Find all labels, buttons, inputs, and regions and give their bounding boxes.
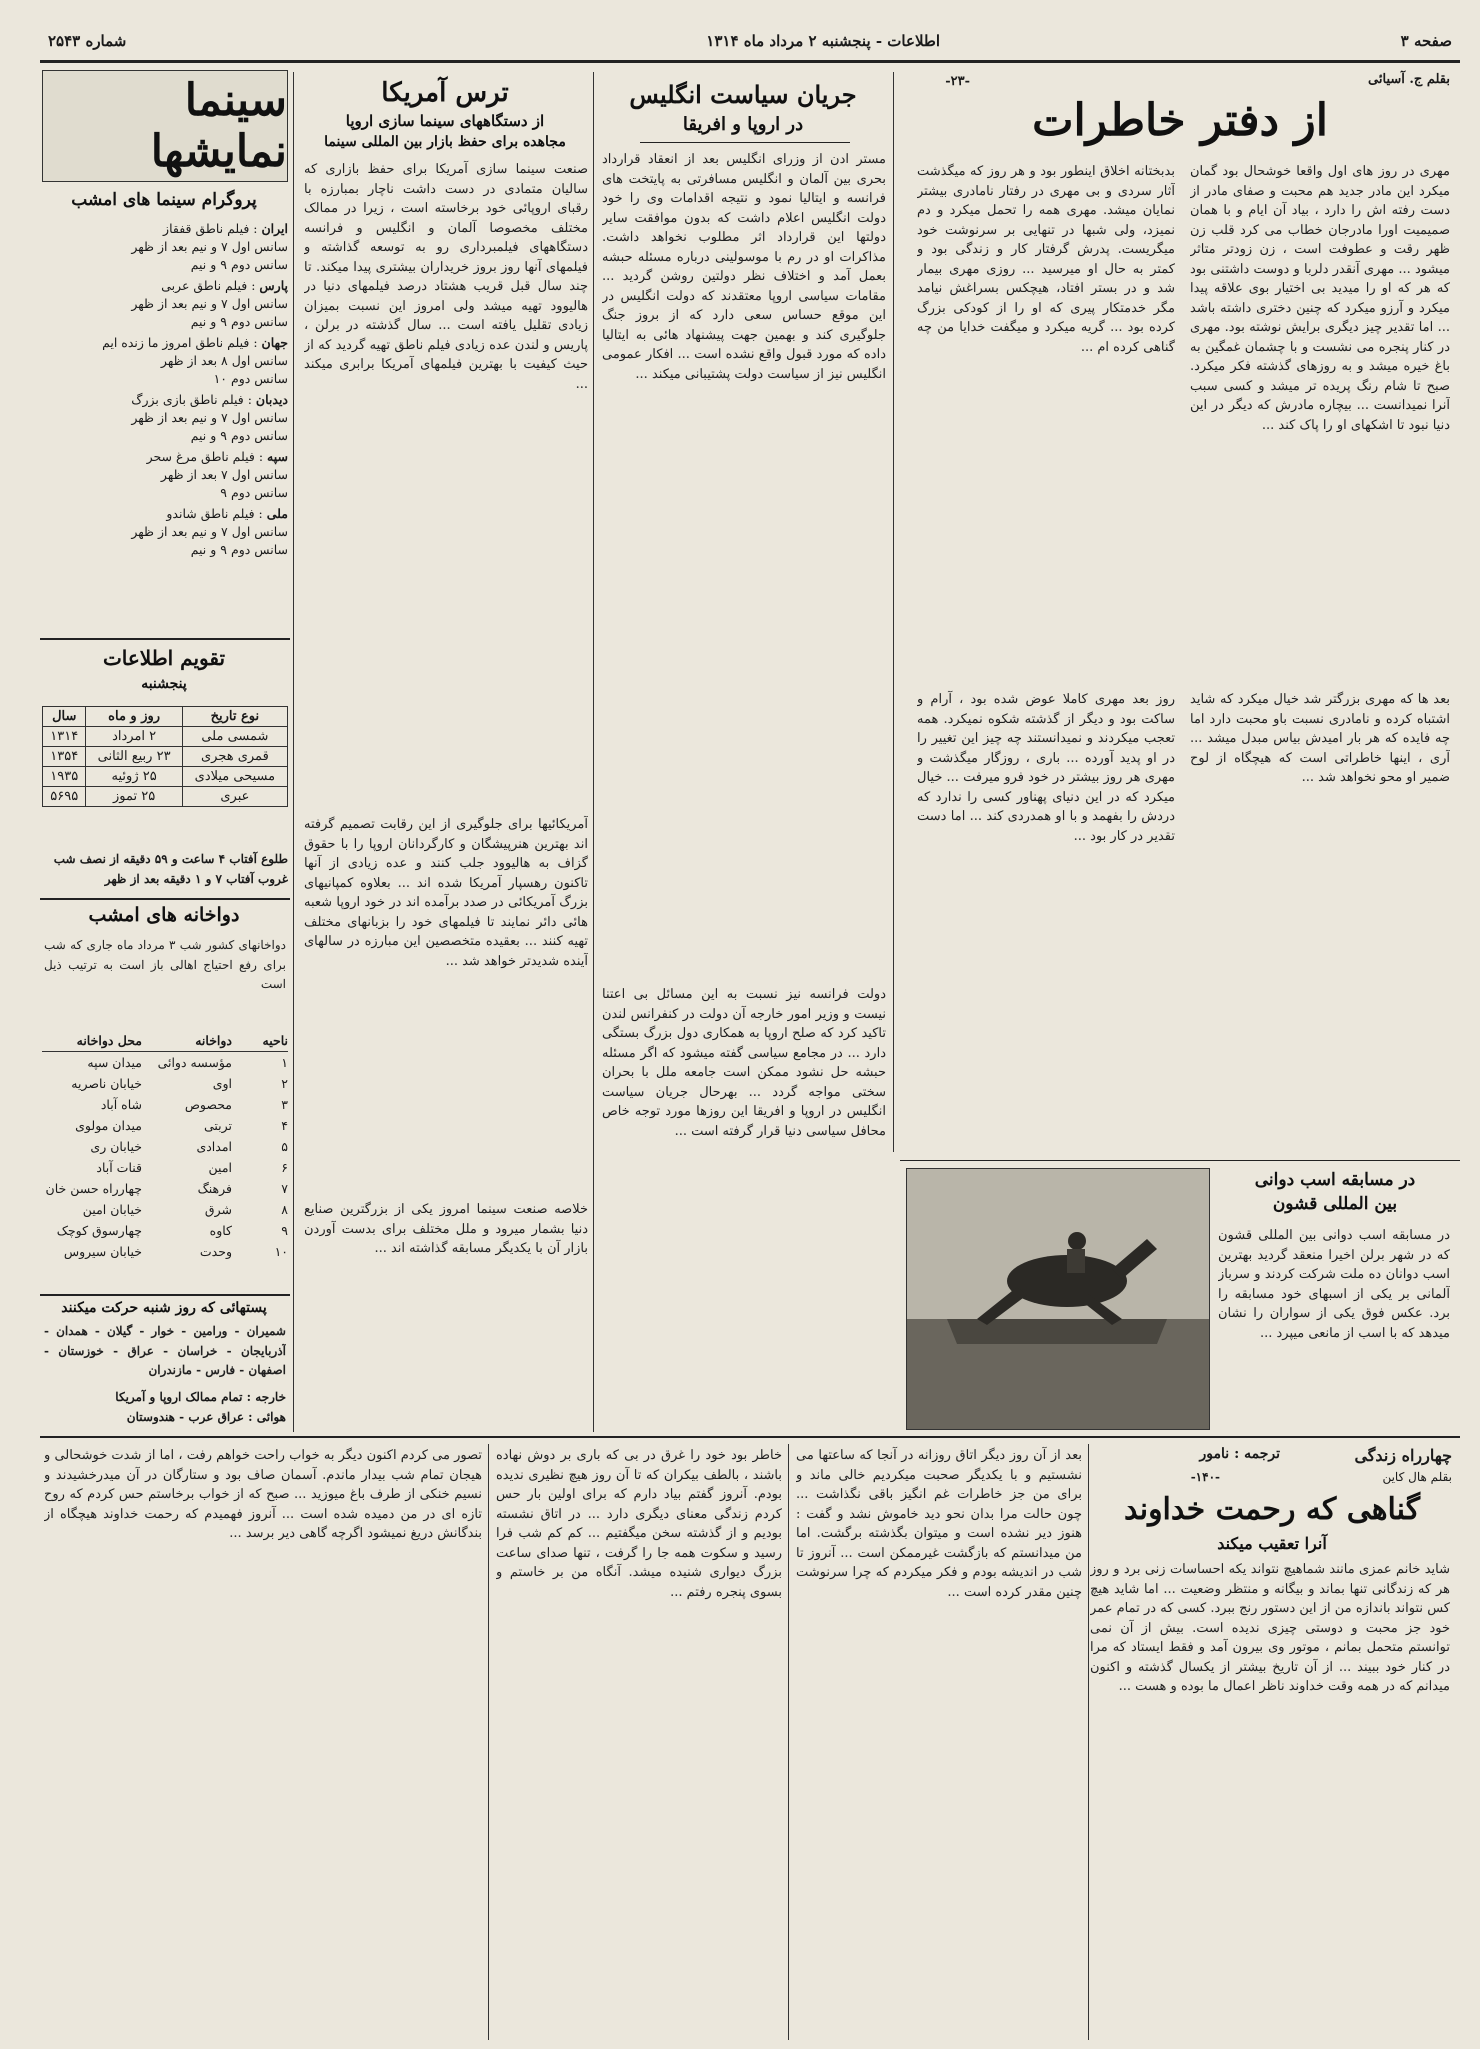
- pharmacy-header: دواخانه: [195, 1033, 232, 1048]
- pharmacy-cell: میدان سپه: [87, 1055, 142, 1070]
- cinema-showtime: سانس اول ۷ و نیم بعد از ظهر: [131, 524, 288, 539]
- cinema-showtime: سانس اول ۸ بعد از ظهر: [160, 353, 288, 368]
- cinema-showtime: سانس اول ۷ و نیم بعد از ظهر: [131, 239, 288, 254]
- memoir-episode: -۲۳-: [945, 74, 970, 89]
- pharmacy-cell: چهارراه حسن خان: [45, 1181, 142, 1196]
- cinema-entry: دیدبان : فیلم ناطق بازی بزرگ سانس اول ۷ و نیم بعد از ظهر سانس دوم ۹ و نیم: [42, 391, 288, 445]
- pharmacy-table: [42, 1030, 288, 1262]
- pharmacy-cell: محصوص: [184, 1097, 232, 1112]
- page-number: صفحه ۳: [1400, 32, 1452, 50]
- cinema-entry: ایران : فیلم ناطق قفقاز سانس اول ۷ و نیم بعد از ظهر سانس دوم ۹ و نیم: [42, 220, 288, 274]
- race-caption: در مسابقه اسب دوانی بین المللی قشون که در شهر برلن اخیرا منعقد گردید بهترین اسب دوانان ده ملت شرکت کردند و سرباز آلمانی بر یکی از اسبهای خود مسابقه را برد. عکس فوق یکی از سواران را نشان میدهد که با اسب از مانعی میپرد ...: [1218, 1228, 1450, 1341]
- cinema-name: دیدبان: [255, 392, 288, 407]
- post-air: هوائی : عراق عرب - هندوستان: [126, 1410, 286, 1424]
- memoir-title: از دفتر خاطرات: [1032, 95, 1328, 146]
- cinema-film: فیلم ناطق بازی بزرگ: [131, 392, 244, 407]
- cinema-logo: سینما نمایشها: [42, 70, 288, 182]
- cinema-showtime: سانس دوم ۹: [220, 485, 288, 500]
- pharmacy-cell: ۱: [281, 1055, 288, 1070]
- column-divider: [293, 72, 294, 1432]
- race-rule: [900, 1160, 1460, 1161]
- cinema-entry: جهان : فیلم ناطق امروز ما زنده ایم سانس اول ۸ بعد از ظهر سانس دوم ۱۰: [42, 334, 288, 388]
- story-col3: خاطر بود خود را غرق در بی که باری بر دوش نهاده باشند ، بالطف بیکران که تا آن روز هیچ نظیری ندیده بودم. آنروز گفتم بیاد دارم که برای اولین بار حس کردم زندگی معنای دیگری دارد ... در اتاق نشسته بودیم و از گذشته سخن میگفتیم ... کم کم شب فرا رسید و سکوت همه جا را گرفت ، تنها صدای ساعت بزرگ دیواری شنیده میشد. آنگاه من بر خاستم و بسوی پنجره رفتم ...: [496, 1448, 782, 1600]
- story-col2: بعد از آن روز دیگر اتاق روزانه در آنجا که ساعتها می نشستیم و با یکدیگر صحبت میکردیم خالی ماند و برای من جز خاطرات غم انگیز باقی نگذاشت ... چون حالت مرا بدان نحو دید خاموش نشد و گفت : هنوز دیر نشده است و میتوان بگذشته برگشت. اما من میدانستم که بازگشت غیرممکن است ... آنروز تا شب در اندیشه بودم و فکر میکردم که چرا سرنوشت چنین مقدر کرده است ...: [796, 1448, 1082, 1600]
- pharmacy-header-row: [42, 1030, 288, 1052]
- cinema-film: فیلم ناطق قفقاز: [163, 221, 250, 236]
- cinema-showtime: سانس دوم ۹ و نیم: [190, 428, 288, 443]
- pharmacy-cell: ۵: [281, 1139, 288, 1154]
- column-divider: [1088, 1444, 1089, 2040]
- calendar-cell: شمسی ملی: [182, 727, 287, 747]
- america-text-end: خلاصه صنعت سینما امروز یکی از بزرگترین صنایع دنیا بشمار میرود و ملل مختلف برای بدست آوردن بازار آن با یکدیگر مسابقه گذاشته اند ...: [304, 1202, 588, 1256]
- cinema-entry: پارس : فیلم ناطق عربی سانس اول ۷ و نیم بعد از ظهر سانس دوم ۹ و نیم: [42, 277, 288, 331]
- story-col1: شاید خانم عمزی مانند شماهیچ نتواند یکه احساسات زنی برد و روز هر که زندگانی تنها بماند و بیگانه و منتظر وضعیت ... اما شاید هیچ کس نتواند باندازه من از این دستور رنج ببرد. کسی که در تمام عمر خود جز محبت و دوستی چیزی ندیده است. بیش از آن نمی توانستم متحمل بمانم ، موتور وی بیرون آمد و فقط ایستاد که مرا در کنار خود ببیند ... از آن تاریخ بیشتر از یکسال گذشته و اکنون میدانم که در همه وقت خداوند ناظر اعمال ما بوده و هست ...: [1090, 1562, 1450, 1694]
- dateline: اطلاعات - پنجشنبه ۲ مرداد ماه ۱۳۱۴: [706, 32, 940, 50]
- pharmacy-title: دواخانه های امشب: [88, 904, 240, 926]
- post-foreign: خارجه : تمام ممالک اروپا و آمریکا: [115, 1390, 286, 1404]
- calendar-row: [43, 787, 288, 807]
- calendar-rule: [40, 638, 290, 640]
- england-subtitle: در اروپا و افریقا: [682, 114, 804, 135]
- england-rule: [640, 142, 850, 143]
- pharmacy-cell: ۲: [281, 1076, 288, 1091]
- pharmacy-cell: ۴: [281, 1118, 288, 1133]
- post-lines: شمیران - ورامین - خوار - گیلان - همدان - آذربایجان - خراسان - عراق - خوزستان - اصفهان - فارس - مازندران: [44, 1324, 286, 1377]
- story-title: گناهی که رحمت خداوند: [1123, 1492, 1421, 1527]
- column-divider: [893, 72, 894, 1152]
- race-subtitle: بین المللی قشون: [1272, 1194, 1398, 1214]
- calendar-day: پنجشنبه: [141, 676, 187, 692]
- calendar-row: [43, 747, 288, 767]
- calendar-cell: ۲۵ ژوئیه: [86, 767, 182, 787]
- cinema-list: [42, 220, 288, 559]
- story-section: چهارراه زندگی: [1354, 1446, 1452, 1465]
- cinema-film: فیلم ناطق امروز ما زنده ایم: [102, 335, 250, 350]
- pharmacy-row: [42, 1094, 288, 1115]
- america-subtitle-2: مجاهده برای حفظ بازار بین المللی سینما: [324, 134, 566, 150]
- america-text: صنعت سینما سازی آمریکا برای حفظ بازاری که سالیان متمادی در دست داشت ناچار بمبارزه با رقبای اروپائی خود برخاسته است ، زیرا در ممالک مختلف مخصوصا آلمان و انگلیس و فرانسه دستگاههای فیلمبرداری رو به توسعه گذاشته و فیلمهای آنها روز بروز خریداران بیشتری پیدا میکند. تا چند سال قبل قریب هشتاد درصد فیلمهای دنیا در هالیوود تهیه میشد ولی امروز این نسبت بمیزان زیادی تقلیل یافته است ... سال گذشته در برلن ، پاریس و لندن عده زیادی فیلم ناطق تهیه گردید که از حیث کیفیت با بهترین فیلمهای آمریکا برابری میکند ...: [304, 162, 588, 392]
- cinema-showtime: سانس دوم ۹ و نیم: [190, 314, 288, 329]
- pharmacy-cell: اوی: [212, 1076, 232, 1091]
- pharmacy-cell: خیابان ری: [90, 1139, 142, 1154]
- pharmacy-cell: تربتی: [203, 1118, 232, 1133]
- calendar-cell: مسیحی میلادی: [182, 767, 287, 787]
- cinema-name: ملی: [266, 506, 288, 521]
- pharmacy-intro: دواخانهای کشور شب ۳ مرداد ماه جاری که شب برای رفع احتیاج اهالی باز است به ترتیب ذیل است: [44, 938, 286, 991]
- calendar-cell: ۵۶۹۵: [43, 787, 86, 807]
- race-title: در مسابقه اسب دوانی: [1254, 1170, 1416, 1190]
- post-rule: [40, 1294, 290, 1296]
- pharmacy-cell: خیابان امین: [82, 1202, 142, 1217]
- pharmacy-cell: کاوه: [209, 1223, 232, 1238]
- pharmacy-row: [42, 1115, 288, 1136]
- calendar-cell: ۱۳۵۴: [43, 747, 86, 767]
- calendar-row: [43, 727, 288, 747]
- pharmacy-cell: میدان مولوی: [75, 1118, 142, 1133]
- calendar-header: نوع تاریخ: [182, 707, 287, 727]
- memoir-text-col2: بدبختانه اخلاق اینطور بود و هر روز که میگذشت آثار سردی و بی مهری در رفتار نامادری بیشتر نمایان میشد. مهری همه را تحمل میکرد و دم نمیزد، ولی شبها در تنهایی بر سرنوشت خود میگریست. پدرش گرفتار کار و زندگی بود و کمتر به حال او میرسید ... روزی مهری بیمار شد و در بستر افتاد، هیچکس بسراغش نیامد مگر خدمتکار پیری که او را از کودکی بزرگ کرده بود ... گریه میکرد و میگفت خدایا من چه گناهی کرده ام ...: [917, 164, 1175, 355]
- pharmacy-cell: ۶: [281, 1160, 288, 1175]
- cinema-name: ایران: [261, 221, 288, 236]
- section-divider: [40, 1436, 1460, 1438]
- pharmacy-header: محل دواخانه: [76, 1033, 142, 1048]
- calendar-cell: ۲۳ ربیع الثانی: [86, 747, 182, 767]
- column-divider: [488, 1444, 489, 2040]
- memoir-text-col4: روز بعد مهری کاملا عوض شده بود ، آرام و ساکت بود و دیگر از گذشته شکوه نمیکرد. همه تعجب میکردند و نمیدانستند چه چیز این تغییر را در او پدید آورده ... باری ، روزگار میگذشت و مهری هر روز بیشتر در خود فرو میرفت ... خیال میکرد که در این دنیای پهناور کسی را ندارد که دردش را بفهمد و با او همدردی کند ... اما دست تقدیر در کار بود ...: [917, 692, 1175, 844]
- cinema-showtime: سانس اول ۷ و نیم بعد از ظهر: [131, 296, 288, 311]
- pharmacy-row: [42, 1052, 288, 1073]
- calendar-row: [43, 767, 288, 787]
- story-translator: ترجمه : نامور: [1199, 1446, 1280, 1462]
- calendar-table: [42, 706, 288, 807]
- pharmacy-cell: ۹: [281, 1223, 288, 1238]
- pharmacy-cell: امین: [208, 1160, 232, 1175]
- calendar-title: تقویم اطلاعات: [102, 646, 226, 670]
- cinema-showtime: سانس اول ۷ بعد از ظهر: [160, 467, 288, 482]
- column-divider: [788, 1444, 789, 2040]
- cinema-film: فیلم ناطق عربی: [161, 278, 248, 293]
- pharmacy-row: [42, 1199, 288, 1220]
- pharmacy-row: [42, 1157, 288, 1178]
- memoir-text-col3: بعد ها که مهری بزرگتر شد خیال میکرد که شاید اشتباه کرده و نامادری نسبت باو محبت دارد اما چه فایده که هر بار امیدش بیاس مبدل میشد ... آری ، اینها خاطراتی است که هیچگاه از لوح ضمیر او محو نخواهد شد ...: [1190, 692, 1450, 785]
- pharmacy-cell: فرهنگ: [197, 1181, 232, 1196]
- cinema-entry: سپه : فیلم ناطق مرغ سحر سانس اول ۷ بعد از ظهر سانس دوم ۹: [42, 448, 288, 502]
- calendar-cell: ۱۳۱۴: [43, 727, 86, 747]
- pharmacy-header: ناحیه: [262, 1033, 288, 1048]
- cinema-showtime: سانس دوم ۱۰: [213, 371, 288, 386]
- cinema-showtime: سانس دوم ۹ و نیم: [190, 542, 288, 557]
- pharmacy-cell: ۱۰: [274, 1244, 288, 1259]
- pharmacy-cell: مؤسسه دوائی: [157, 1055, 232, 1070]
- cinema-name: سپه: [267, 449, 288, 464]
- pharmacy-cell: خیابان ناصریه: [71, 1076, 142, 1091]
- post-title: پستهائی که روز شنبه حرکت میکنند: [61, 1300, 267, 1316]
- pharmacy-cell: شاه آباد: [100, 1097, 142, 1112]
- cinema-entry: ملی : فیلم ناطق شاندو سانس اول ۷ و نیم بعد از ظهر سانس دوم ۹ و نیم: [42, 505, 288, 559]
- cinema-name: جهان: [261, 335, 288, 350]
- calendar-cell: قمری هجری: [182, 747, 287, 767]
- pharmacy-cell: قنات آباد: [96, 1160, 142, 1175]
- england-text-cont: دولت فرانسه نیز نسبت به این مسائل بی اعتنا نیست و وزیر امور خارجه آن دولت در کنفرانس لندن تاکید کرد که صلح اروپا به همکاری دول بزرگ بستگی دارد ... در مجامع سیاسی گفته میشود که اگر مسئله حبشه حل نشود ممکن است جامعه ملل با بحران سختی مواجه گردد ... بهرحال جریان سیاست انگلیس در اروپا و افریقا این روزها مورد توجه خاص محافل سیاسی دنیا قرار گرفته است ...: [602, 987, 886, 1139]
- cinema-film: فیلم ناطق شاندو: [166, 506, 255, 521]
- calendar-cell: ۲۵ تموز: [86, 787, 182, 807]
- calendar-cell: ۲ امرداد: [86, 727, 182, 747]
- pharmacy-cell: ۸: [281, 1202, 288, 1217]
- calendar-cell: ۱۹۳۵: [43, 767, 86, 787]
- pharmacy-cell: خیابان سیروس: [63, 1244, 142, 1259]
- england-text: مستر ادن از وزرای انگلیس بعد از انعقاد قرارداد بحری بین آلمان و انگلیس مسافرتی به پایتخت های فرانسه و ایتالیا نمود و نتیجه اقدامات وی را خود دولت انگلیس اعلام داشت که بدون موافقت سایر دولتها این قرارداد اثر مطلوب نخواهد داشت. مذاکرات او در رم با موسولینی درباره مسئله حبشه بعمل آمد و اختلاف نظر دولتین روشن گردید ... مقامات سیاسی اروپا معتقدند که دولت انگلیس در این موقع حساس سعی دارد که از بروز جنگ جلوگیری کند و بهمین جهت پیشنهاد هائی به ایتالیا داده که مورد قبول واقع نشده است ... افکار عمومی انگلیس نیز از سیاست دولت پشتیبانی میکند ...: [602, 152, 886, 382]
- sunrise: طلوع آفتاب ۴ ساعت و ۵۹ دقیقه از نصف شب: [53, 852, 288, 866]
- masthead-rule: [40, 60, 1460, 63]
- cinema-name: پارس: [259, 278, 288, 293]
- sunset: غروب آفتاب ۷ و ۱ دقیقه بعد از ظهر: [104, 872, 288, 886]
- calendar-header: سال: [43, 707, 86, 727]
- pharmacy-cell: ۷: [281, 1181, 288, 1196]
- cinema-program-title: پروگرام سینما های امشب: [71, 190, 257, 210]
- issue-number: شماره ۲۵۴۳: [48, 32, 127, 50]
- story-episode: -۱۴۰-: [1190, 1470, 1220, 1484]
- memoir-author: بقلم ج. آسیائی: [1368, 72, 1450, 87]
- calendar-header: روز و ماه: [86, 707, 182, 727]
- story-subtitle: آنرا تعقیب میکند: [1217, 1534, 1327, 1553]
- pharmacy-row: [42, 1136, 288, 1157]
- pharmacy-cell: ۳: [281, 1097, 288, 1112]
- column-divider: [593, 72, 594, 1432]
- pharmacy-cell: شرق: [204, 1202, 232, 1217]
- horse-race-photo: [906, 1168, 1210, 1430]
- pharmacy-row: [42, 1220, 288, 1241]
- pharmacy-cell: وحدت: [199, 1244, 232, 1259]
- cinema-showtime: سانس اول ۷ و نیم بعد از ظهر: [131, 410, 288, 425]
- america-subtitle-1: از دستگاههای سینما سازی اروپا: [345, 112, 545, 130]
- america-text-cont: آمریکائیها برای جلوگیری از این رقابت تصمیم گرفته اند بهترین هنرپیشگان و کارگردانان اروپا را با حقوق گزاف به هالیوود جلب کنند و عده زیادی از آنها تاکنون رهسپار آمریکا شده اند ... بعلاوه کمپانیهای بزرگ آمریکائی در صدد برآمده اند در خود اروپا شعبه هائی دائر نمایند تا فیلمهای خود را بزبانهای مختلف تهیه کنند ... بعقیده متخصصین این مبارزه در سالهای آینده شدیدتر خواهد شد ...: [304, 817, 588, 969]
- america-title: ترس آمریکا: [381, 78, 509, 108]
- story-col4: تصور می کردم اکنون دیگر به خواب راحت خواهم رفت ، اما از شدت خوشحالی و هیجان تمام شب بیدار ماندم. آسمان صاف بود و ستارگان در آن میدرخشیدند و نسیم خنکی از طرف باغ میوزید ... صبح که از خواب برخاستم حس کردم که روح تازه ای در من دمیده شده است ... آنروز فهمیدم که رحمت خداوند هیچگاه از بندگانش دریغ نمیشود اگرچه گاهی دیر برسد ...: [44, 1448, 482, 1541]
- pharmacy-cell: چهارسوق کوچک: [56, 1223, 142, 1238]
- cinema-film: فیلم ناطق مرغ سحر: [146, 449, 255, 464]
- calendar-cell: عبری: [182, 787, 287, 807]
- story-author: بقلم هال کاین: [1382, 1470, 1452, 1484]
- pharmacy-row: [42, 1178, 288, 1199]
- pharmacy-rule: [40, 898, 290, 900]
- cinema-showtime: سانس دوم ۹ و نیم: [190, 257, 288, 272]
- pharmacy-cell: امدادی: [196, 1139, 232, 1154]
- horse-jump-image: [907, 1169, 1209, 1429]
- pharmacy-row: [42, 1241, 288, 1262]
- memoir-text-col1: مهری در روز های اول واقعا خوشحال بود گمان میکرد این مادر جدید هم محبت و صفای مادر از دست رفته اش را دارد ، بیاد آن ایام و با همان صمیمیت اورا مادرجان خطاب می کرد قلب زن ظهر رقت و عطوفت است ، زن زودتر متاثر میشود ... مهری آنقدر دلربا و دوست داشتنی بود که هر که او را میدید بی اختیار بوی علاقه پیدا میکرد و آرزو میکرد که چنین دختری داشته باشد ... اما تقدیر چیز دیگری برایش نوشته بود. مهری در کنار پنجره می نشست و با چشمان غمگین به باغ خیره میشد و به روزهای گذشته فکر میکرد. صبح تا شام رنگ پریده تر میشد و کسی سبب آنرا نمیدانست ... بیچاره مادرش که دیگر در این دنیا نبود تا اشکهای او را پاک کند ...: [1190, 164, 1450, 433]
- pharmacy-row: [42, 1073, 288, 1094]
- england-title: جریان سیاست انگلیس: [629, 80, 857, 109]
